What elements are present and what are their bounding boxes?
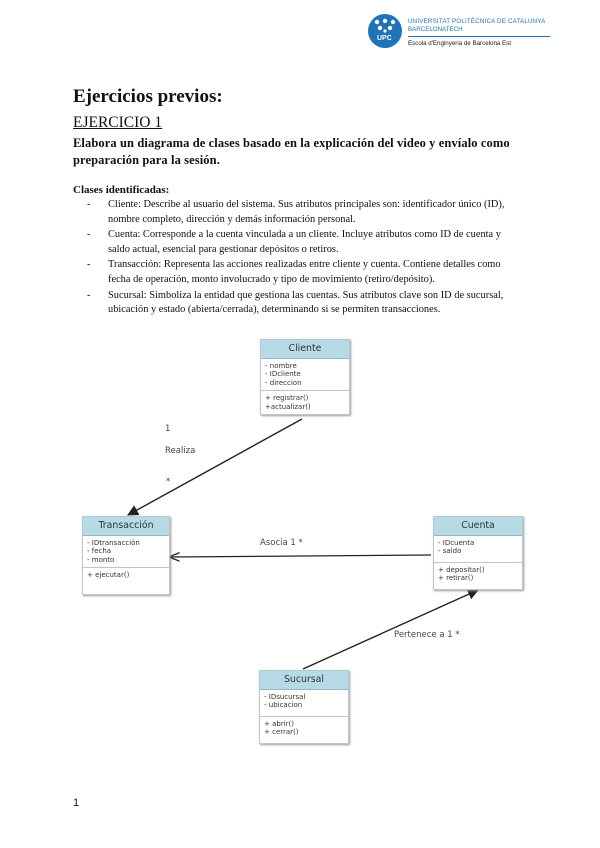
logo-text: UPC — [377, 35, 392, 42]
university-name: UNIVERSITAT POLITÈCNICA DE CATALUNYA — [408, 18, 546, 25]
class-title: Sucursal — [260, 671, 348, 690]
asocia-association — [170, 555, 431, 557]
page-heading: Ejercicios previos: — [73, 86, 223, 107]
class-transaccion — [82, 516, 170, 595]
class-attributes: - IDtransacción - fecha - monto — [83, 536, 169, 568]
realiza-label: Realiza — [165, 446, 196, 456]
class-title: Cliente — [261, 340, 349, 359]
class-operations: + abrir() + cerrar() — [264, 720, 299, 737]
class-sucursal — [259, 670, 349, 744]
list-item: - Cliente: Describe al usuario del sistema. Sus atributos principales son: identificador único (ID), nombre completo, dirección y demás información personal. — [87, 199, 505, 225]
class-attributes: - IDsucursal - ubicacion — [260, 690, 348, 717]
realiza-association — [128, 419, 302, 515]
asocia-label: Asocia 1 * — [260, 538, 303, 548]
list-item: - Cuenta: Corresponde a la cuenta vinculada a un cliente. Incluye atributos como ID de cuenta y saldo actual, esencial para gestionar depósitos o retiros. — [87, 229, 501, 255]
realiza-multiplicity: 1 — [165, 424, 171, 434]
list-item: - Transacción: Representa las acciones realizadas entre cliente y cuenta. Contiene detalles como fecha de operación, monto involucrado y tipo de movimiento (retiro/depósito). — [87, 259, 501, 285]
exercise-title: EJERCICIO 1 — [73, 114, 163, 131]
class-cliente — [260, 339, 350, 415]
pertenece-label: Pertenece a 1 * — [394, 630, 460, 640]
exercise-task: Elabora un diagrama de clases basado en la explicación del video y envíalo como preparación para la sesión. — [73, 136, 510, 167]
school-name: Escola d'Enginyeria de Barcelona Est — [408, 40, 511, 47]
university-subtitle: BARCELONATECH — [408, 26, 463, 33]
list-item: - Sucursal: Simboliza la entidad que gestiona las cuentas. Sus atributos clave son ID de sucursal, ubicación y estado (abierta/cerrada), determinando si se permiten transacciones. — [87, 289, 504, 316]
class-attributes: - nombre - IDcliente - direccion — [261, 359, 349, 391]
class-title: Cuenta — [434, 517, 522, 536]
class-operations: + ejecutar() — [87, 571, 130, 580]
classes-subheading: Clases identificadas: — [73, 184, 170, 196]
class-title: Transacción — [83, 517, 169, 536]
class-operations: + registrar() +actualizar() — [265, 394, 311, 411]
class-operations: + depositar() + retirar() — [438, 566, 485, 583]
class-cuenta — [433, 516, 523, 590]
class-attributes: - IDcuenta - saldo — [434, 536, 522, 563]
page-number: 1 — [73, 797, 80, 809]
realiza-star: * — [166, 477, 171, 487]
